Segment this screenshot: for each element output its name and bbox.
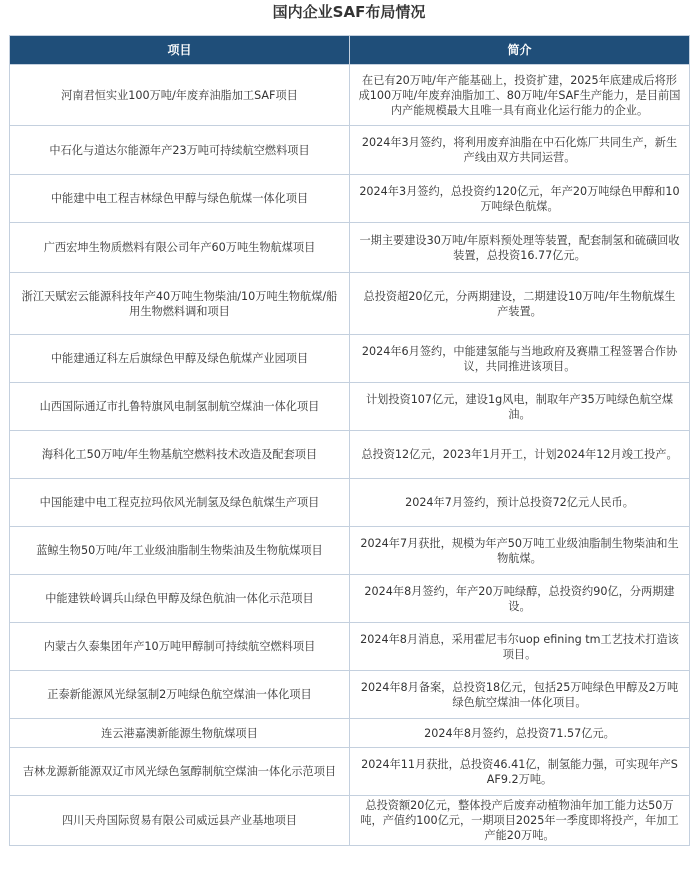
description-cell: 总投资超20亿元，分两期建设，二期建设10万吨/年生物航煤生产装置。 bbox=[350, 273, 690, 335]
description-cell: 2024年3月签约，将利用废弃油脂在中石化炼厂共同生产，新生产线由双方共同运营。 bbox=[350, 126, 690, 175]
table-row bbox=[10, 748, 690, 796]
description-cell: 在已有20万吨/年产能基础上，投资扩建，2025年底建成后将形成100万吨/年废弃油脂加工、80万吨/年SAF生产能力，是目前国内产能规模最大且唯一具有商业化运行能力的企业。 bbox=[350, 65, 690, 126]
description-cell: 2024年8月签约，年产20万吨绿醇，总投资约90亿，分两期建设。 bbox=[350, 575, 690, 623]
description-cell: 2024年11月获批，总投资46.41亿，制氢能力强，可实现年产SAF9.2万吨。 bbox=[350, 748, 690, 796]
table-row bbox=[10, 796, 690, 846]
project-cell: 海科化工50万吨/年生物基航空燃料技术改造及配套项目 bbox=[10, 431, 350, 479]
table-row bbox=[10, 273, 690, 335]
table-row bbox=[10, 383, 690, 431]
page-title: 国内企业SAF布局情况 bbox=[272, 3, 426, 21]
header-description: 简介 bbox=[350, 36, 690, 65]
table-row bbox=[10, 671, 690, 719]
description-cell: 2024年8月备案，总投资18亿元，包括25万吨绿色甲醇及2万吨绿色航空煤油一体化项目。 bbox=[350, 671, 690, 719]
project-cell: 正泰新能源风光绿氢制2万吨绿色航空煤油一体化项目 bbox=[10, 671, 350, 719]
description-cell: 2024年7月获批，规模为年产50万吨工业级油脂制生物柴油和生物航煤。 bbox=[350, 527, 690, 575]
table-row bbox=[10, 223, 690, 273]
description-cell: 2024年7月签约，预计总投资72亿元人民币。 bbox=[350, 479, 690, 527]
project-cell: 山西国际通辽市扎鲁特旗风电制氢制航空煤油一体化项目 bbox=[10, 383, 350, 431]
project-cell: 中能建通辽科左后旗绿色甲醇及绿色航煤产业园项目 bbox=[10, 335, 350, 383]
header-project: 项目 bbox=[10, 36, 350, 65]
description-cell: 总投资12亿元，2023年1月开工，计划2024年12月竣工投产。 bbox=[350, 431, 690, 479]
description-cell: 一期主要建设30万吨/年原料预处理等装置，配套制氢和硫磺回收装置，总投资16.77亿元。 bbox=[350, 223, 690, 273]
table-row bbox=[10, 575, 690, 623]
project-cell: 吉林龙源新能源双辽市风光绿色氢醇制航空煤油一体化示范项目 bbox=[10, 748, 350, 796]
project-cell: 蓝鲸生物50万吨/年工业级油脂制生物柴油及生物航煤项目 bbox=[10, 527, 350, 575]
project-cell: 连云港嘉澳新能源生物航煤项目 bbox=[10, 719, 350, 748]
project-cell: 浙江天赋宏云能源科技年产40万吨生物柴油/10万吨生物航煤/船用生物燃料调和项目 bbox=[10, 273, 350, 335]
project-cell: 四川天舟国际贸易有限公司威远县产业基地项目 bbox=[10, 796, 350, 846]
saf-layout-table bbox=[9, 35, 690, 846]
table-row bbox=[10, 623, 690, 671]
project-cell: 中国能建中电工程克拉玛依风光制氢及绿色航煤生产项目 bbox=[10, 479, 350, 527]
project-cell: 河南君恒实业100万吨/年废弃油脂加工SAF项目 bbox=[10, 65, 350, 126]
description-cell: 2024年8月签约，总投资71.57亿元。 bbox=[350, 719, 690, 748]
description-cell: 2024年3月签约，总投资约120亿元，年产20万吨绿色甲醇和10万吨绿色航煤。 bbox=[350, 175, 690, 223]
project-cell: 广西宏坤生物质燃料有限公司年产60万吨生物航煤项目 bbox=[10, 223, 350, 273]
table-row bbox=[10, 479, 690, 527]
table-row bbox=[10, 175, 690, 223]
project-cell: 中能建铁岭调兵山绿色甲醇及绿色航油一体化示范项目 bbox=[10, 575, 350, 623]
table-row bbox=[10, 719, 690, 748]
table-row bbox=[10, 527, 690, 575]
table-row bbox=[10, 126, 690, 175]
table-header-row bbox=[10, 36, 690, 65]
description-cell: 2024年6月签约，中能建氢能与当地政府及赛鼎工程签署合作协议，共同推进该项目。 bbox=[350, 335, 690, 383]
project-cell: 内蒙古久泰集团年产10万吨甲醇制可持续航空燃料项目 bbox=[10, 623, 350, 671]
description-cell: 2024年8月消息，采用霍尼韦尔uop efining tm工艺技术打造该项目。 bbox=[350, 623, 690, 671]
table-row bbox=[10, 65, 690, 126]
description-cell: 总投资额20亿元，整体投产后废弃动植物油年加工能力达50万吨，产值约100亿元，一期项目2025年一季度即将投产，年加工产能20万吨。 bbox=[350, 796, 690, 846]
table-row bbox=[10, 335, 690, 383]
description-cell: 计划投资107亿元，建设1g风电，制取年产35万吨绿色航空煤油。 bbox=[350, 383, 690, 431]
project-cell: 中石化与道达尔能源年产23万吨可持续航空燃料项目 bbox=[10, 126, 350, 175]
project-cell: 中能建中电工程吉林绿色甲醇与绿色航煤一体化项目 bbox=[10, 175, 350, 223]
table-row bbox=[10, 431, 690, 479]
